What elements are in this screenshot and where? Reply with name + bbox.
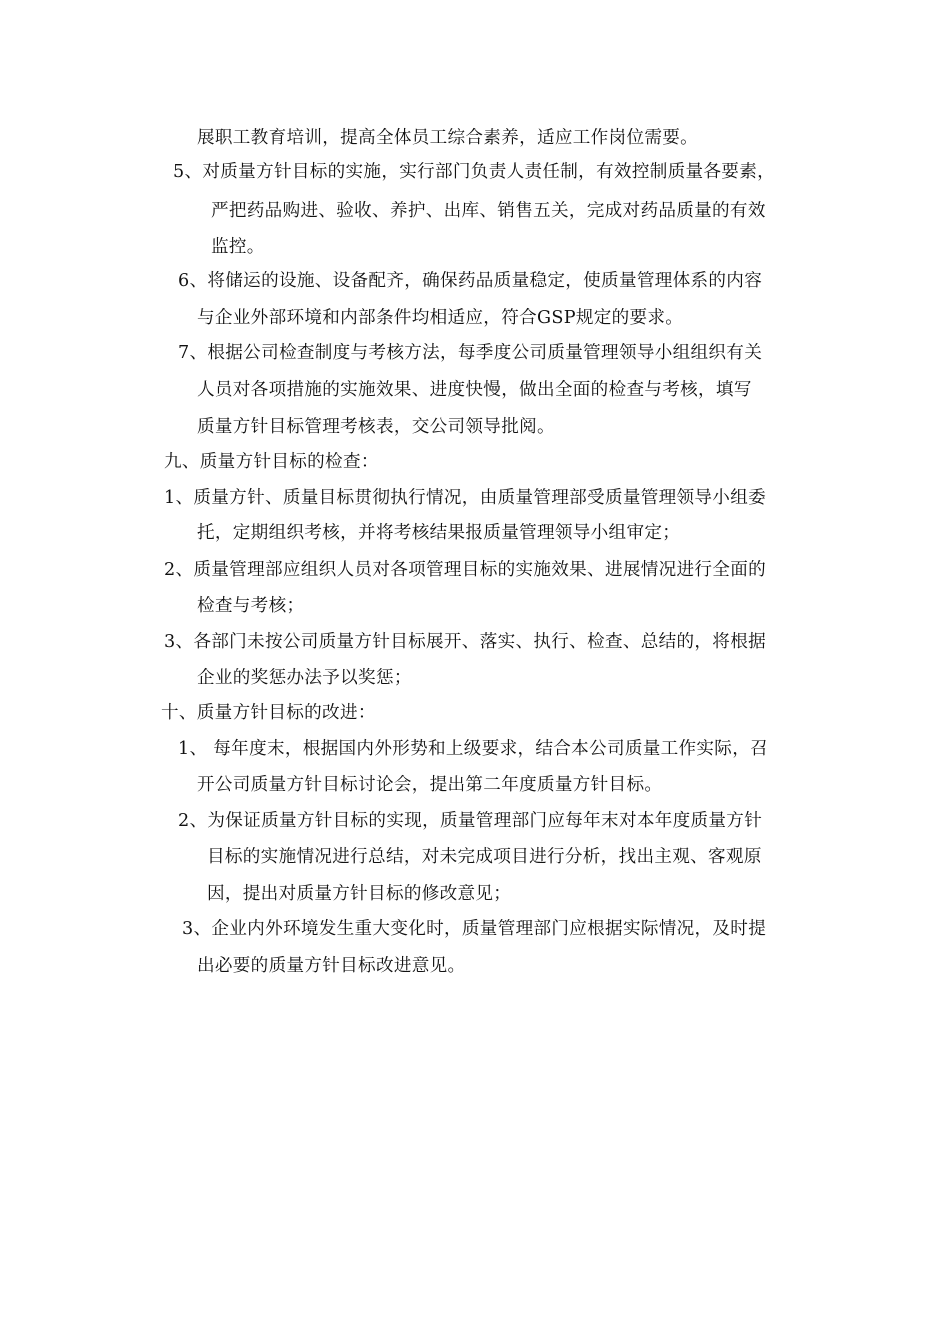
text-line: 监控。 [211, 237, 265, 257]
text-line: 3、企业内外环境发生重大变化时，质量管理部门应根据实际情况，及时提 [182, 919, 767, 939]
text-line: 展职工教育培训，提高全体员工综合素养，适应工作岗位需要。 [197, 128, 699, 148]
text-line: 3、各部门未按公司质量方针目标展开、落实、执行、检查、总结的，将根据 [164, 632, 766, 652]
text-line: 托，定期组织考核，并将考核结果报质量管理领导小组审定； [197, 523, 681, 543]
text-line: 6、将储运的设施、设备配齐，确保药品质量稳定，使质量管理体系的内容 [178, 271, 763, 291]
text-line: 因，提出对质量方针目标的修改意见； [207, 884, 512, 904]
text-line: 检查与考核； [197, 596, 305, 616]
text-line: 2、质量管理部应组织人员对各项管理目标的实施效果、进展情况进行全面的 [164, 560, 766, 580]
text-line: 5、对质量方针目标的实施，实行部门负责人责任制，有效控制质量各要素， [173, 162, 775, 182]
text-line: 目标的实施情况进行总结，对未完成项目进行分析，找出主观、客观原 [207, 847, 762, 867]
text-line: 2、为保证质量方针目标的实现，质量管理部门应每年末对本年度质量方针 [178, 811, 763, 831]
section-heading: 九、质量方针目标的检查： [164, 452, 379, 472]
text-line: 质量方针目标管理考核表，交公司领导批阅。 [197, 417, 555, 437]
text-line: 严把药品购进、验收、养护、出库、销售五关，完成对药品质量的有效 [211, 201, 766, 221]
text-line: 人员对各项措施的实施效果、进度快慢，做出全面的检查与考核，填写 [197, 380, 752, 400]
text-line: 开公司质量方针目标讨论会，提出第二年度质量方针目标。 [197, 775, 663, 795]
text-line: 1、 每年度末，根据国内外形势和上级要求，结合本公司质量工作实际，召 [178, 739, 768, 759]
text-line: 企业的奖惩办法予以奖惩； [197, 668, 412, 688]
text-line: 1、质量方针、质量目标贯彻执行情况，由质量管理部受质量管理领导小组委 [164, 488, 766, 508]
text-line: 出必要的质量方针目标改进意见。 [197, 956, 466, 976]
section-heading: 十、质量方针目标的改进： [161, 703, 376, 723]
text-line: 与企业外部环境和内部条件均相适应，符合GSP规定的要求。 [197, 308, 684, 328]
text-line: 7、根据公司检查制度与考核方法，每季度公司质量管理领导小组组织有关 [178, 343, 763, 363]
